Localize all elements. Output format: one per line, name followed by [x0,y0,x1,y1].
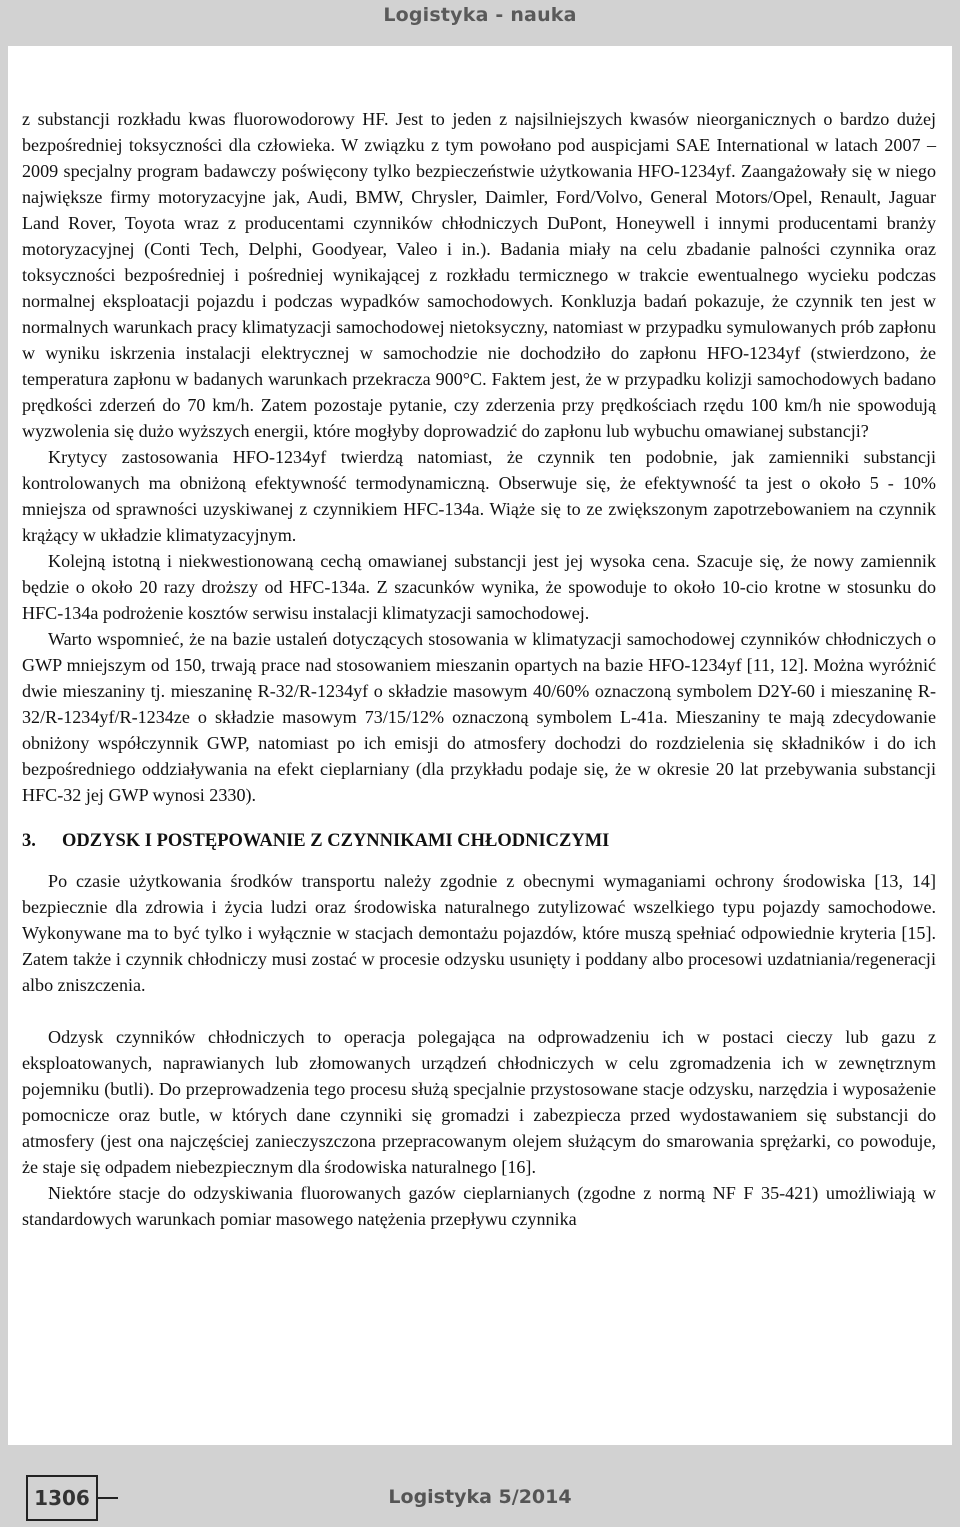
page-number: 1306 [26,1475,98,1521]
paragraph-critics: Krytycy zastosowania HFO-1234yf twierdzą natomiast, że czynnik ten podobnie, jak zamienniki substancji kontrolowanych ma obniżoną efektywność termodynamiczną. Obserwuje się, że efektywność ta jest o około 5 - 10% mniejsza od sprawności uzyskiwanej z czynnikiem HFC-134a. Wiąże się to ze zwiększonym zapotrzebowaniem na czynnik krążący w układzie klimatyzacyjnym. [22,447,936,545]
article-body [22,106,936,1232]
section-heading [22,828,936,854]
paragraph-spacer [22,998,936,1024]
page-header [0,0,960,46]
paragraph-continuation: z substancji rozkładu kwas fluorowodorowy HF. Jest to jeden z najsilniejszych kwasów nieorganicznych o bardzo dużej bezpośredniej toksyczności dla człowieka. W związku z tym powołano pod auspicjami SAE International w latach 2007 – 2009 specjalny program badawczy poświęcony tylko bezpieczeństwie użytkowania HFO-1234yf. Zaangażowały się w niego największe firmy motoryzacyjne jak, Audi, BMW, Chrysler, Daimler, Ford/Volvo, General Motors/Opel, Renault, Jaguar Land Rover, Toyota wraz z producentami czynników chłodniczych DuPont, Honeywell i innymi producentami branży motoryzacyjnej (Conti Tech, Delphi, Goodyear, Valeo i in.). Badania miały na celu zbadanie palności czynnika oraz toksyczności bezpośredniej i pośredniej wynikającej z rozkładu termicznego w trakcie ewentualnego wycieku podczas normalnej eksploatacji pojazdu i podczas wypadków samochodowych. Konkluzja badań pokazuje, że czynnik ten jest w normalnych warunkach pracy klimatyzacji samochodowej nietoksyczny, natomiast w przypadku symulowanych prób zapłonu w wyniku iskrzenia instalacji elektrycznej w samochodzie nie dochodziło do zapłonu HFO-1234yf (stwierdzono, że temperatura zapłonu w badanych warunkach przekracza 900°C. Faktem jest, że w przypadku kolizji samochodowych badano prędkości zderzeń do 70 km/h. Zatem pozostaje pytanie, czy zderzenia przy prędkościach rzędu 100 km/h nie spowodują wyzwolenia się dużo wyższych energii, które mogłyby doprowadzić do zapłonu lub wybuchu omawianej substancji? [22,109,936,441]
paragraph-recovery: Odzysk czynników chłodniczych to operacja polegająca na odprowadzeniu ich w postaci cieczy lub gazu z eksploatowanych, naprawianych lub złomowanych urządzeń chłodniczych w celu zgromadzenia ich w zewnętrznym pojemniku (butli). Do przeprowadzenia tego procesu służą specjalnie przystosowane stacje odzysku, narzędzia i wyposażenie pomocnicze oraz butle, w których dane czynniki się gromadzi i zabezpiecza przed wydostawaniem się substancji do atmosfery (jest ona najczęściej zanieczyszczona przepracowanym olejem służącym do smarowania sprężarki, co powoduje, że staje się odpadem niebezpiecznym dla środowiska naturalnego [16]. [22,1027,936,1177]
paragraph-cost: Kolejną istotną i niekwestionowaną cechą omawianej substancji jest jej wysoka cena. Szacuje się, że nowy zamiennik będzie o około 20 razy droższy od HFC-134a. Z szacunków wynika, że spowoduje to około 10-cio krotne w stosunku do HFC-134a podrożenie kosztów serwisu instalacji klimatyzacji samochodowej. [22,551,936,623]
journal-issue: Logistyka 5/2014 [388,1486,572,1508]
running-header-title: Logistyka - nauka [383,4,577,26]
paragraph-mixtures: Warto wspomnieć, że na bazie ustaleń dotyczących stosowania w klimatyzacji samochodowej czynników chłodniczych o GWP mniejszym od 150, trwają prace nad stosowaniem mieszanin opartych na bazie HFO-1234yf [11, 12]. Można wyróżnić dwie mieszaniny tj. mieszaninę R-32/R-1234yf o składzie masowym 40/60% oznaczoną symbolem D2Y-60 i mieszaninę R-32/R-1234yf/R-1234ze o składzie masowym 73/15/12% oznaczoną symbolem L-41a. Mieszaniny te mają zdecydowanie obniżony współczynnik GWP, natomiast po ich emisji do atmosfery dochodzi do rozdzielenia się składników i do ich bezpośredniego oddziaływania na efekt cieplarniany (dla przykładu podaje się, że w okresie 20 lat przebywania substancji HFC-32 jej GWP wynosi 2330). [22,629,936,805]
page-sheet [8,46,952,1445]
section-number: 3. [22,831,36,851]
paragraph-disposal: Po czasie użytkowania środków transportu należy zgodnie z obecnymi wymaganiami ochrony środowiska [13, 14] bezpiecznie dla zdrowia i życia ludzi oraz środowiska naturalnego zutylizować wszelkiego typu pojazdy samochodowe. Wykonywane ma to być tylko i wyłącznie w stacjach demontażu pojazdów, które muszą spełniać odpowiednie kryteria [15]. Zatem także i czynnik chłodniczy musi zostać w procesie odzysku usunięty i poddany albo procesowi uzdatniania/regeneracji albo zniszczenia. [22,871,936,995]
section-title: ODZYSK I POSTĘPOWANIE Z CZYNNIKAMI CHŁODNICZYMI [62,831,610,851]
paragraph-stations: Niektóre stacje do odzyskiwania fluorowanych gazów cieplarnianych (zgodne z normą NF F 35-421) umożliwiają w standardowych warunkach pomiar masowego natężenia przepływu czynnika [22,1183,936,1229]
